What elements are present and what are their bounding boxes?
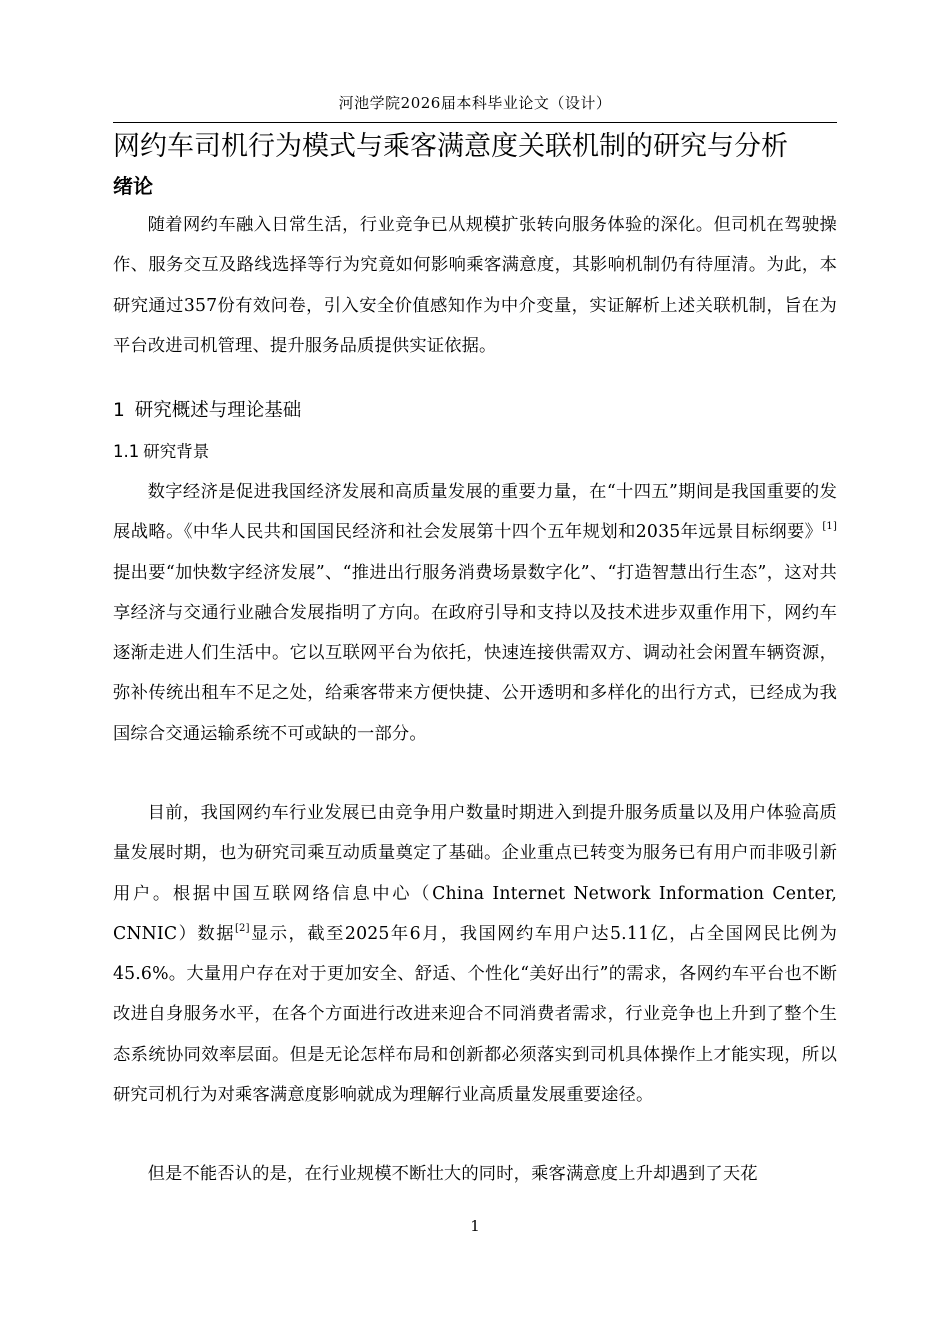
citation-2[interactable]: [2] — [235, 922, 250, 934]
background-paragraph-1 — [113, 472, 837, 754]
document-title: 网约车司机行为模式与乘客满意度关联机制的研究与分析 — [113, 131, 788, 162]
page-number: 1 — [470, 1217, 480, 1235]
intro-paragraph: 随着网约车融入日常生活，行业竞争已从规模扩张转向服务体验的深化。但司机在驾驶操作、服务交互及路线选择等行为究竟如何影响乘客满意度，其影响机制仍有待厘清。为此，本研究通过357份有效问卷，引入安全价值感知作为中介变量，实证解析上述关联机制，旨在为平台改进司机管理、提升服务品质提供实证依据。 — [113, 215, 837, 356]
background-paragraph-2 — [113, 793, 837, 1115]
intro-heading: 绪论 — [113, 174, 153, 198]
header-rule — [113, 122, 837, 123]
section-1-1-heading — [113, 438, 209, 466]
paragraph-2-text-a: 目前，我国网约车行业发展已由竞争用户数量时期进入到提升服务质量以及用户体验高质量发展时期，也为研究司乘互动质量奠定了基础。企业重点已转变为服务已有用户而非吸引新用户。根据中国互联网络信息中心（China Internet Network Information Center, CNNIC）数据 — [113, 803, 837, 944]
section-1-1-number: 1.1 — [113, 442, 140, 461]
background-paragraph-3: 但是不能否认的是，在行业规模不断壮大的同时，乘客满意度上升却遇到了天花 — [147, 1164, 758, 1184]
paragraph-1-text-a: 数字经济是促进我国经济发展和高质量发展的重要力量，在“十四五”期间是我国重要的发展战略。《中华人民共和国国民经济和社会发展第十四个五年规划和2035年远景目标纲要》 — [113, 482, 837, 543]
section-1-heading — [113, 396, 301, 426]
running-header: 河池学院2026届本科毕业论文（设计） — [338, 94, 612, 112]
citation-1[interactable]: [1] — [822, 521, 837, 533]
paragraph-1-text-b: 提出要“加快数字经济发展”、“推进出行服务消费场景数字化”、“打造智慧出行生态”，这对共享经济与交通行业融合发展指明了方向。在政府引导和支持以及技术进步双重作用下，网约车逐渐走进人们生活中。它以互联网平台为依托，快速连接供需双方、调动社会闲置车辆资源，弥补传统出租车不足之处，给乘客带来方便快捷、公开透明和多样化的出行方式，已经成为我国综合交通运输系统不可或缺的一部分。 — [113, 562, 837, 744]
section-1-title: 研究概述与理论基础 — [134, 400, 302, 421]
paragraph-2-text-b: 显示，截至2025年6月，我国网约车用户达5.11亿，占全国网民比例为45.6%。大量用户存在对于更加安全、舒适、个性化“美好出行”的需求，各网约车平台也不断改进自身服务水平，在各个方面进行改进来迎合不同消费者需求，行业竞争也上升到了整个生态系统协同效率层面。但是无论怎样布局和创新都必须落实到司机具体操作上才能实现，所以研究司机行为对乘客满意度影响就成为理解行业高质量发展重要途径。 — [113, 923, 838, 1106]
section-1-number: 1 — [113, 400, 125, 421]
section-1-1-title: 研究背景 — [143, 442, 210, 461]
